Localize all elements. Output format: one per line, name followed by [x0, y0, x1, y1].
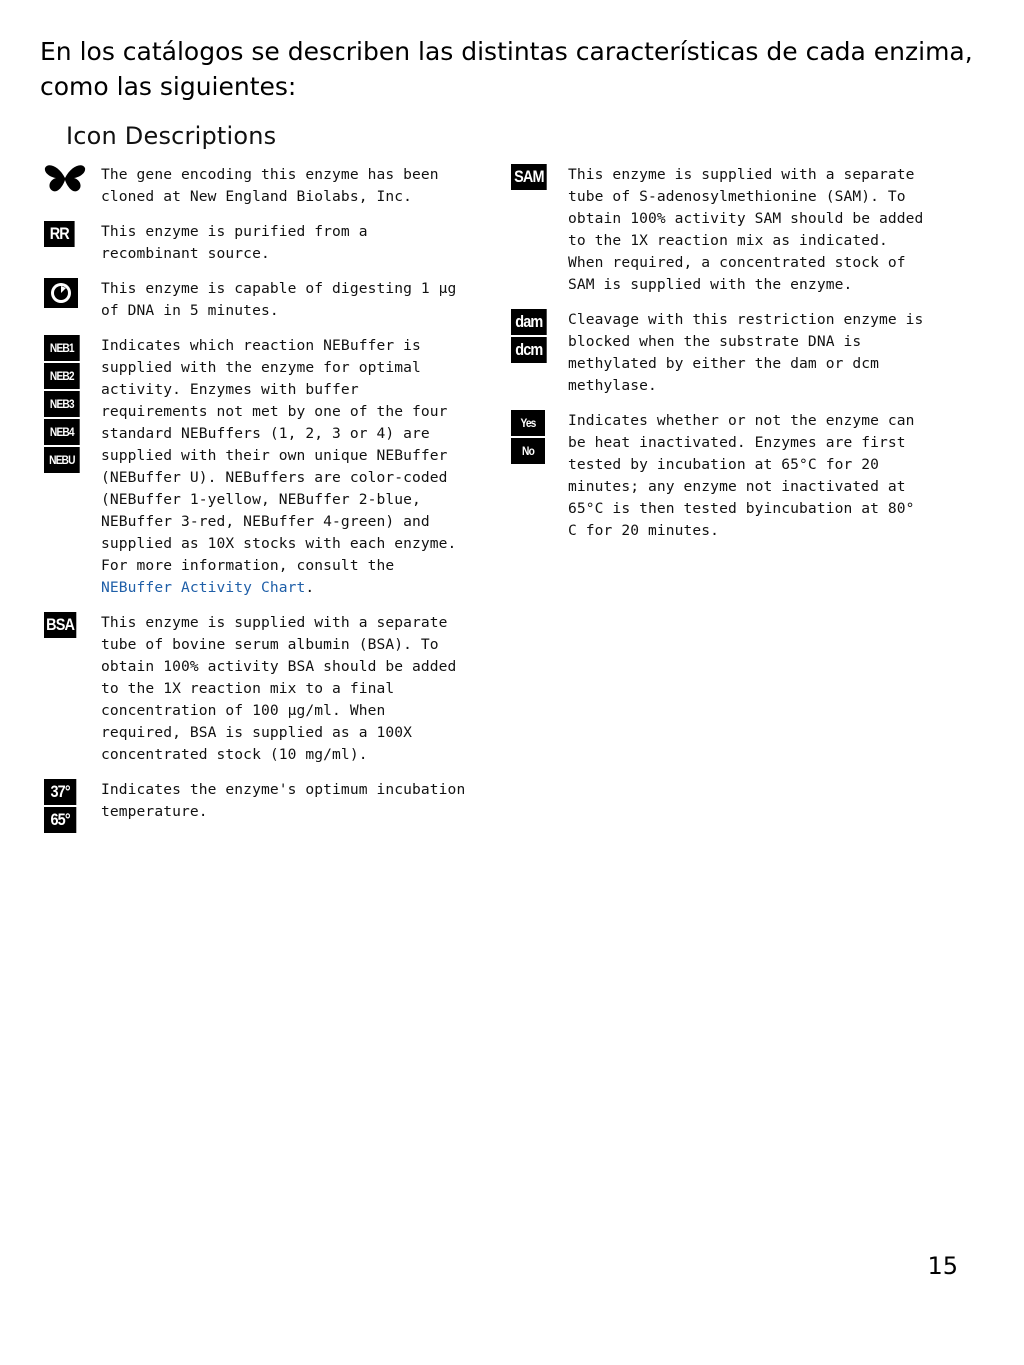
entry-cloned [44, 164, 474, 208]
sam-description: This enzyme is supplied with a separate tube of S-adenosylmethionine (SAM). To obtain 100% activity SAM should be added to the 1X reaction mix as indicated. When required, a concentrated stock of SAM is supplied with the enzyme. [568, 166, 924, 293]
sam-badge: SAM [511, 164, 547, 190]
entry-temperature [44, 779, 474, 833]
butterfly-icon [44, 164, 86, 194]
heat-inactivation-description: Indicates whether or not the enzyme can be heat inactivated. Enzymes are first tested by incubation at 65°C for 20 minutes; any enzyme not inactivated at 65°C is then tested byincubation at 80° C for 20 minutes. [568, 412, 915, 539]
temp-65-badge: 65° [44, 807, 76, 833]
bsa-badge: BSA [44, 612, 76, 638]
recombinant-badge: RR [44, 221, 75, 247]
entry-nebuffer [44, 335, 474, 599]
nebuffer-u-badge: NEBU [44, 447, 80, 473]
nebuffer-2-badge: NEB2 [44, 363, 80, 389]
heat-no-badge: No [511, 438, 545, 464]
nebuffer-chart-link[interactable]: NEBuffer Activity Chart [101, 579, 306, 596]
dam-badge: dam [511, 309, 547, 335]
clock-icon [44, 278, 78, 308]
right-column [511, 164, 931, 555]
temp-37-badge: 37° [44, 779, 76, 805]
entry-recombinant [44, 221, 474, 265]
entry-time-saver [44, 278, 474, 322]
nebuffer-text: Indicates which reaction NEBuffer is supplied with the enzyme for optimal activity. Enzymes with buffer requirements not met by one of the four standard NEBuffers (1, 2, 3 or 4) are supplied with their own unique NEBuffer (NEBuffer U). NEBuffers are color-coded (NEBuffer 1-yellow, NEBuffer 2-blue, NEBuffer 3-red, NEBuffer 4-green) and supplied as 10X stocks with each enzyme. For more information, consult the [101, 337, 457, 574]
left-column [44, 164, 474, 846]
dcm-badge: dcm [511, 337, 547, 363]
nebuffer-3-badge: NEB3 [44, 391, 80, 417]
nebuffer-text-end: . [305, 579, 315, 596]
entry-bsa [44, 612, 474, 766]
intro-text: En los catálogos se describen las distintas características de cada enzima, como las siguientes: [40, 37, 973, 101]
entry-heat-inactivation [511, 410, 931, 542]
cloned-description: The gene encoding this enzyme has been cloned at New England Biolabs, Inc. [101, 166, 439, 205]
nebuffer-4-badge: NEB4 [44, 419, 80, 445]
entry-sam [511, 164, 931, 296]
recombinant-description: This enzyme is purified from a recombinant source. [101, 223, 368, 262]
temperature-description: Indicates the enzyme's optimum incubation temperature. [101, 781, 466, 820]
methylation-description: Cleavage with this restriction enzyme is blocked when the substrate DNA is methylated by either the dam or dcm methylase. [568, 311, 924, 394]
page-number: 15 [927, 1252, 958, 1280]
nebuffer-description [101, 335, 474, 599]
section-heading: Icon Descriptions [66, 122, 277, 150]
heat-yes-badge: Yes [511, 410, 545, 436]
entry-methylation [511, 309, 931, 397]
bsa-description: This enzyme is supplied with a separate tube of bovine serum albumin (BSA). To obtain 100% activity BSA should be added to the 1X reaction mix to a final concentration of 100 µg/ml. When required, BSA is supplied as a 100X concentrated stock (10 mg/ml). [101, 614, 457, 763]
time-saver-description: This enzyme is capable of digesting 1 µg of DNA in 5 minutes. [101, 280, 457, 319]
nebuffer-1-badge: NEB1 [44, 335, 80, 361]
